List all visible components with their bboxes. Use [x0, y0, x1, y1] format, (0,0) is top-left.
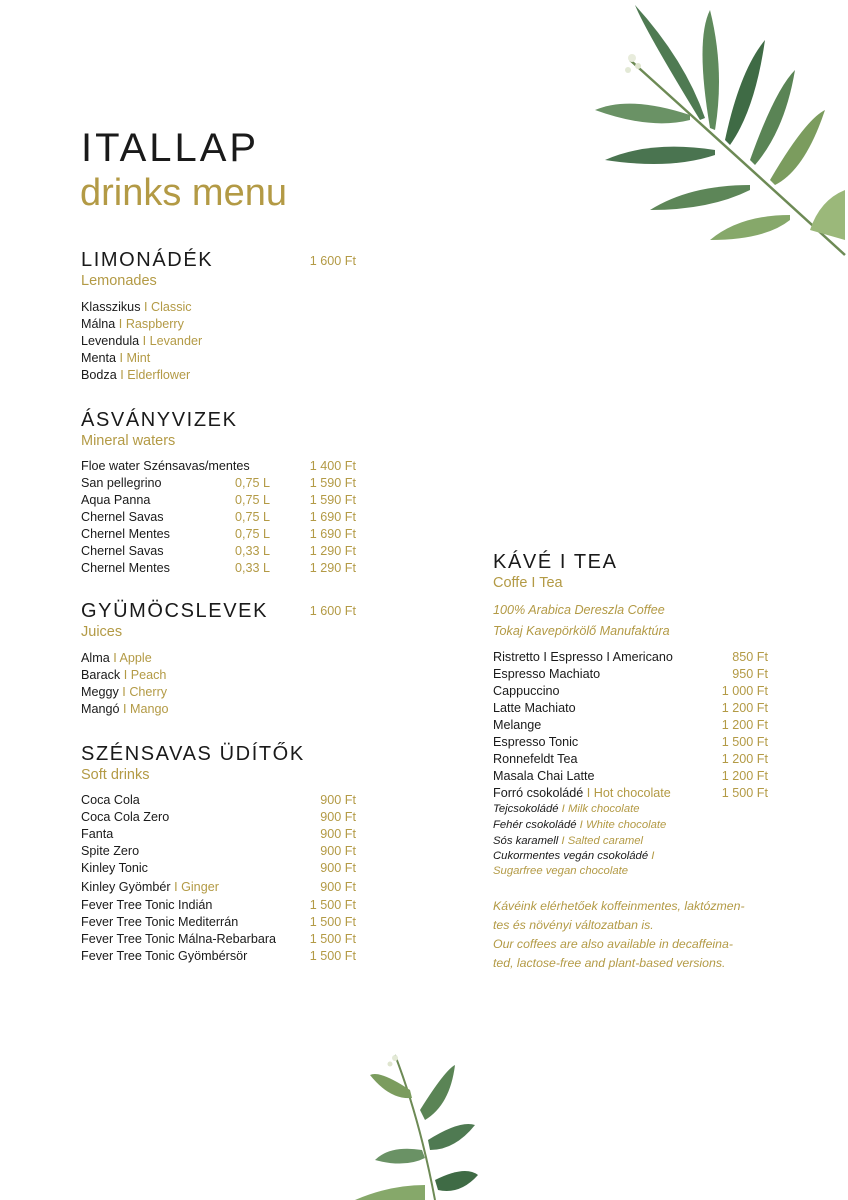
table-row: Espresso Machiato 950 Ft — [493, 667, 768, 681]
table-row: Fever Tree Tonic Indián 1 500 Ft — [81, 898, 356, 912]
list-item: Alma I Apple — [81, 651, 152, 665]
section-subtitle: Juices — [81, 624, 123, 640]
coffee-roaster: Tokaj Kavepörkölő Manufaktúra — [493, 624, 670, 638]
section-title: ÁSVÁNYVIZEK — [81, 409, 238, 431]
table-row: Forró csokoládé I Hot chocolate 1 500 Ft — [493, 786, 768, 800]
list-item: Bodza I Elderflower — [81, 368, 191, 382]
table-row: Kinley Tonic 900 Ft — [81, 861, 356, 875]
coffee-note-hu: Kávéink elérhetőek koffeinmentes, laktózmen- tes és növényi változatban is. — [493, 899, 745, 932]
section-subtitle: Soft drinks — [81, 767, 150, 783]
list-item: Málna I Raspberry — [81, 317, 184, 331]
table-row: Coca Cola 900 Ft — [81, 793, 356, 807]
page-subtitle: drinks menu — [80, 172, 287, 214]
table-row: Masala Chai Latte 1 200 Ft — [493, 769, 768, 783]
table-row: San pellegrino 0,75 L 1 590 Ft — [81, 476, 356, 490]
table-row: Chernel Savas 0,33 L 1 290 Ft — [81, 544, 356, 558]
list-item: Sós karamell I Salted caramel — [493, 835, 644, 847]
section-price: 1 600 Ft — [309, 254, 356, 268]
list-item: Barack I Peach — [81, 668, 167, 682]
section-title: SZÉNSAVAS ÜDÍTŐK — [81, 743, 305, 765]
coffee-note-en: Our coffees are also available in decaffeina- ted, lactose-free and plant-based versions. — [493, 937, 733, 970]
section-title: KÁVÉ I TEA — [493, 551, 618, 573]
table-row: Espresso Tonic 1 500 Ft — [493, 735, 768, 749]
coffee-origin: 100% Arabica Dereszla Coffee — [493, 603, 665, 617]
list-item: Menta I Mint — [81, 351, 151, 365]
section-juices — [81, 599, 356, 721]
list-item: Sugarfree vegan chocolate — [493, 865, 629, 877]
table-row: Fever Tree Tonic Gyömbérsör 1 500 Ft — [81, 949, 356, 963]
table-row: Coca Cola Zero 900 Ft — [81, 810, 356, 824]
table-row: Spite Zero 900 Ft — [81, 844, 356, 858]
list-item: Tejcsokoládé I Milk chocolate — [493, 803, 640, 815]
table-row: Fever Tree Tonic Málna-Rebarbara 1 500 Ft — [81, 932, 356, 946]
section-subtitle: Coffe I Tea — [493, 575, 563, 591]
table-row: Chernel Mentes 0,33 L 1 290 Ft — [81, 561, 356, 575]
table-row: Melange 1 200 Ft — [493, 718, 768, 732]
leaf-branch-bottom-icon — [350, 1050, 480, 1200]
table-row: Ristretto I Espresso I Americano 850 Ft — [493, 650, 768, 664]
section-waters — [81, 408, 356, 580]
list-item: Mangó I Mango — [81, 702, 169, 716]
section-title: GYÜMÖCSLEVEK — [81, 600, 269, 622]
table-row: Fever Tree Tonic Mediterrán 1 500 Ft — [81, 915, 356, 929]
section-subtitle: Lemonades — [81, 273, 157, 289]
list-item: Fehér csokoládé I White chocolate — [493, 819, 667, 831]
list-item: Klasszikus I Classic — [81, 300, 192, 314]
section-soft-drinks — [81, 742, 356, 967]
table-row: Chernel Mentes 0,75 L 1 690 Ft — [81, 527, 356, 541]
table-row: Latte Machiato 1 200 Ft — [493, 701, 768, 715]
table-row: Cappuccino 1 000 Ft — [493, 684, 768, 698]
table-row: Floe water Szénsavas/mentes 1 400 Ft — [81, 459, 356, 473]
list-item: Cukormentes vegán csokoládé I — [493, 850, 655, 862]
section-subtitle: Mineral waters — [81, 433, 176, 449]
leaf-branch-top-icon — [590, 0, 848, 260]
table-row: Ronnefeldt Tea 1 200 Ft — [493, 752, 768, 766]
section-lemonades — [81, 248, 356, 388]
section-price: 1 600 Ft — [309, 604, 356, 618]
table-row: Fanta 900 Ft — [81, 827, 356, 841]
table-row: Kinley Gyömbér I Ginger 900 Ft — [81, 880, 356, 894]
table-row: Aqua Panna 0,75 L 1 590 Ft — [81, 493, 356, 507]
list-item: Levendula I Levander — [81, 334, 203, 348]
section-title: LIMONÁDÉK — [81, 249, 214, 271]
table-row: Chernel Savas 0,75 L 1 690 Ft — [81, 510, 356, 524]
page-title: ITALLAP — [81, 126, 260, 170]
section-coffee-tea — [493, 550, 768, 975]
list-item: Meggy I Cherry — [81, 685, 168, 699]
